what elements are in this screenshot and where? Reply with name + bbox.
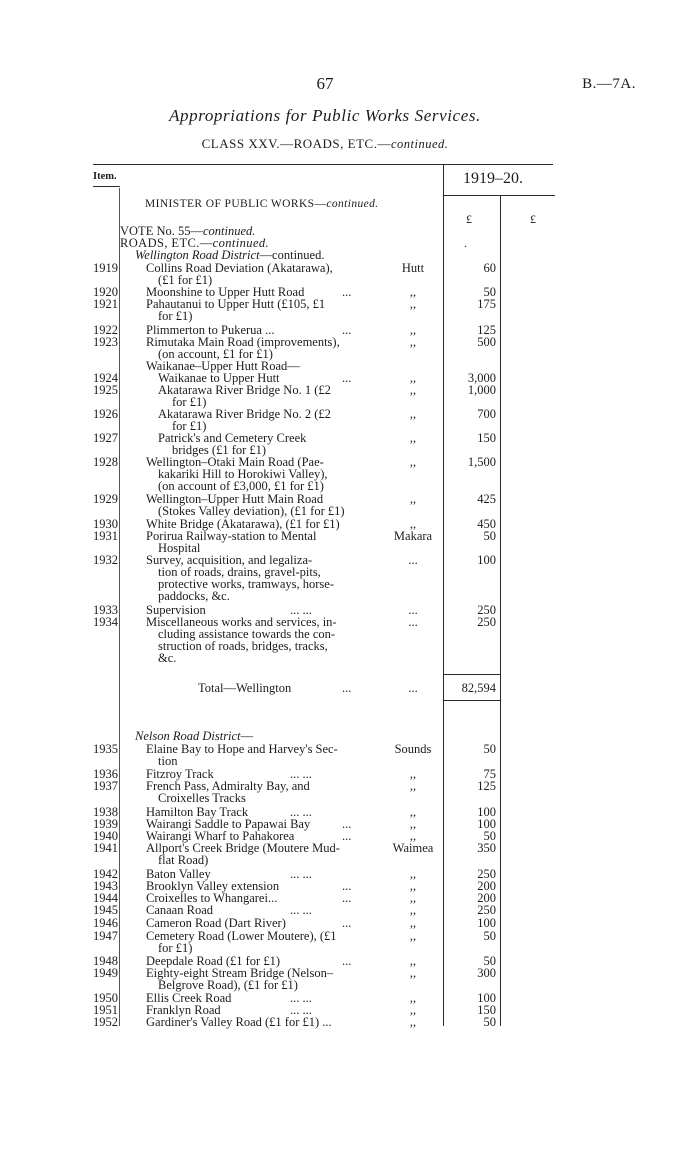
header-rule — [93, 164, 553, 165]
description-text: Plimmerton to Pukerua ... — [146, 323, 275, 337]
item-location: ,, — [409, 891, 417, 905]
description-text: for £1) — [158, 309, 193, 323]
description-text: protective works, tramways, horse- — [158, 577, 334, 591]
total-rule-bottom — [444, 700, 500, 701]
description-text: Canaan Road — [146, 903, 213, 917]
description-text: for £1) — [172, 419, 207, 433]
item-amount: 250 — [477, 603, 496, 617]
leader-dots: ... ... — [290, 867, 312, 881]
description-text: (Stokes Valley deviation), (£1 for £1) — [158, 504, 345, 518]
item-amount: 1,500 — [467, 455, 496, 469]
description-text: Survey, acquisition, and legaliza- — [146, 553, 313, 567]
description-text: Waikanae–Upper Hutt Road— — [146, 359, 300, 373]
description-italic: continued. — [212, 236, 270, 250]
description-line — [158, 854, 208, 867]
description-line — [198, 682, 291, 695]
description-text: French Pass, Admiralty Bay, and — [146, 779, 310, 793]
class-heading-text: CLASS XXV.—ROADS, ETC.— — [201, 136, 391, 151]
description-text: Porirua Railway-station to Mental — [146, 529, 317, 543]
item-underline — [93, 186, 120, 187]
item-amount: 200 — [477, 891, 496, 905]
item-number: 1920 — [93, 285, 118, 299]
item-number: 1925 — [93, 383, 118, 397]
description-text: Wellington–Upper Hutt Main Road — [146, 492, 324, 506]
description-text: Deepdale Road (£1 for £1) — [146, 954, 280, 968]
item-number: 1949 — [93, 966, 118, 980]
item-location: Hutt — [401, 261, 425, 275]
description-text: (on account of £3,000, £1 for £1) — [158, 479, 324, 493]
item-location: ,, — [409, 431, 417, 445]
item-number: 1940 — [93, 829, 118, 843]
pound-sign-amount: £ — [466, 212, 472, 226]
item-location: ... — [408, 615, 418, 629]
item-number: 1924 — [93, 371, 118, 385]
description-text: (on account, £1 for £1) — [158, 347, 273, 361]
item-number: 1922 — [93, 323, 118, 337]
item-number: 1934 — [93, 615, 118, 629]
class-heading — [0, 136, 650, 152]
leader-dots: ... ... — [290, 903, 312, 917]
item-amount: 50 — [483, 529, 496, 543]
leader-dots: ... — [342, 954, 352, 968]
item-amount: 425 — [477, 492, 496, 506]
description-text: Fitzroy Track — [146, 767, 214, 781]
description-text: ROADS, ETC.— — [120, 236, 213, 250]
description-line — [158, 652, 176, 665]
item-number: 1923 — [93, 335, 118, 349]
description-text: Collins Road Deviation (Akatarawa), — [146, 261, 333, 275]
description-text: (£1 for £1) — [158, 273, 213, 287]
leader-dots: ... ... — [290, 805, 312, 819]
item-amount: 100 — [477, 817, 496, 831]
item-amount: 50 — [483, 285, 496, 299]
item-amount: 700 — [477, 407, 496, 421]
item-location: ,, — [409, 805, 417, 819]
description-text: Franklyn Road — [146, 1003, 221, 1017]
item-location: ,, — [409, 1015, 417, 1029]
item-number: 1952 — [93, 1015, 118, 1029]
item-amount: 125 — [477, 779, 496, 793]
leader-dots: ... ... — [290, 767, 312, 781]
description-text: tion — [158, 754, 178, 768]
item-location: ,, — [409, 954, 417, 968]
description-text: White Bridge (Akatarawa), (£1 for £1) — [146, 517, 340, 531]
item-amount: 350 — [477, 841, 496, 855]
description-text: Pahautanui to Upper Hutt (£105, £1 — [146, 297, 326, 311]
item-amount: 175 — [477, 297, 496, 311]
item-location: ,, — [409, 991, 417, 1005]
leader-dots: ... ... — [290, 1003, 312, 1017]
item-number: 1945 — [93, 903, 118, 917]
description-suffix: — — [240, 729, 254, 743]
description-text: Hamilton Bay Track — [146, 805, 249, 819]
item-location: ,, — [409, 383, 417, 397]
item-amount: 50 — [483, 1015, 496, 1029]
item-location: Makara — [393, 529, 433, 543]
item-amount: 3,000 — [467, 371, 496, 385]
item-number: 1931 — [93, 529, 118, 543]
item-number: 1929 — [93, 492, 118, 506]
item-location: ... — [408, 553, 418, 567]
description-text: paddocks, &c. — [158, 589, 230, 603]
description-text: Total—Wellington — [198, 681, 292, 695]
leader-dots: ... ... — [290, 991, 312, 1005]
item-amount: 125 — [477, 323, 496, 337]
description-line — [158, 640, 328, 653]
page-number: 67 — [316, 74, 334, 93]
description-text: Rimutaka Main Road (improvements), — [146, 335, 340, 349]
description-text: Patrick's and Cemetery Creek — [158, 431, 307, 445]
page-title: Appropriations for Public Works Services. — [169, 106, 481, 125]
item-number: 1942 — [93, 867, 118, 881]
leader-dots: ... — [342, 817, 352, 831]
description-text: Elaine Bay to Hope and Harvey's Sec- — [146, 742, 338, 756]
item-number: 1947 — [93, 929, 118, 943]
stray-dot: . — [464, 236, 467, 250]
item-amount: 150 — [477, 431, 496, 445]
leader-dots: ... — [342, 323, 352, 337]
item-amount: 100 — [477, 805, 496, 819]
item-amount: 100 — [477, 916, 496, 930]
year-column-header: 1919–20. — [463, 170, 523, 187]
item-number: 1941 — [93, 841, 118, 855]
description-text: cluding assistance towards the con- — [158, 627, 336, 641]
item-location: ... — [408, 681, 418, 695]
description-text: kakariki Hill to Horokiwi Valley), — [158, 467, 328, 481]
leader-dots: ... — [342, 829, 352, 843]
item-amount: 60 — [483, 261, 496, 275]
leader-dots: ... — [342, 879, 352, 893]
description-text: Croixelles to Whangarei... — [146, 891, 278, 905]
description-line — [158, 310, 192, 323]
item-number: 1937 — [93, 779, 118, 793]
description-text: Hospital — [158, 541, 201, 555]
item-column-header: Item. — [93, 171, 117, 182]
description-italic: continued. — [202, 224, 256, 238]
item-number: 1919 — [93, 261, 118, 275]
item-number: 1939 — [93, 817, 118, 831]
description-text: Akatarawa River Bridge No. 1 (£2 — [158, 383, 331, 397]
description-text: VOTE No. 55— — [120, 224, 203, 238]
item-location: ,, — [409, 407, 417, 421]
item-number: 1927 — [93, 431, 118, 445]
description-text: for £1) — [172, 395, 207, 409]
description-text: Belgrove Road), (£1 for £1) — [158, 978, 298, 992]
description-text: Wairangi Wharf to Pahakorea — [146, 829, 295, 843]
item-number: 1921 — [93, 297, 118, 311]
item-amount: 50 — [483, 829, 496, 843]
item-amount: 300 — [477, 966, 496, 980]
item-amount: 82,594 — [461, 681, 496, 695]
item-location: ,, — [409, 903, 417, 917]
item-amount: 250 — [477, 615, 496, 629]
item-amount: 50 — [483, 954, 496, 968]
item-amount: 250 — [477, 903, 496, 917]
item-amount: 200 — [477, 879, 496, 893]
item-number: 1946 — [93, 916, 118, 930]
item-number: 1943 — [93, 879, 118, 893]
item-number: 1938 — [93, 805, 118, 819]
leader-dots: ... — [342, 916, 352, 930]
item-location: ,, — [409, 455, 417, 469]
item-number: 1951 — [93, 1003, 118, 1017]
description-text: Brooklyn Valley extension — [146, 879, 280, 893]
description-text: Moonshine to Upper Hutt Road — [146, 285, 305, 299]
item-location: ,, — [409, 371, 417, 385]
class-heading-continued: continued. — [390, 137, 449, 151]
description-text: Croixelles Tracks — [158, 791, 246, 805]
description-text: for £1) — [158, 941, 193, 955]
description-text: &c. — [158, 651, 177, 665]
description-text: Cameron Road (Dart River) — [146, 916, 286, 930]
item-location: ,, — [409, 966, 417, 980]
item-number: 1928 — [93, 455, 118, 469]
item-location: ,, — [409, 829, 417, 843]
description-text: Ellis Creek Road — [146, 991, 232, 1005]
description-text: Allport's Creek Bridge (Moutere Mud- — [146, 841, 340, 855]
description-text: flat Road) — [158, 853, 209, 867]
item-amount: 250 — [477, 867, 496, 881]
item-location: ,, — [409, 867, 417, 881]
item-location: ,, — [409, 817, 417, 831]
description-italic: Wellington Road District — [135, 248, 260, 262]
item-location: ,, — [409, 335, 417, 349]
document-reference: B.—7A. — [582, 76, 636, 92]
item-location: ... — [408, 603, 418, 617]
minister-heading — [145, 198, 379, 210]
item-location: ,, — [409, 879, 417, 893]
description-text: Wairangi Saddle to Papawai Bay — [146, 817, 311, 831]
item-number: 1926 — [93, 407, 118, 421]
item-amount: 100 — [477, 553, 496, 567]
description-text: struction of roads, bridges, tracks, — [158, 639, 328, 653]
item-number: 1944 — [93, 891, 118, 905]
item-number: 1948 — [93, 954, 118, 968]
description-text: Gardiner's Valley Road (£1 for £1) ... — [146, 1015, 332, 1029]
minister-heading-text: MINISTER OF PUBLIC WORKS— — [145, 198, 327, 210]
item-location: ,, — [409, 916, 417, 930]
leader-dots: ... — [342, 285, 352, 299]
item-amount: 75 — [483, 767, 496, 781]
item-number: 1933 — [93, 603, 118, 617]
item-location: ,, — [409, 1003, 417, 1017]
item-location: ,, — [409, 297, 417, 311]
description-line — [158, 590, 230, 603]
item-amount: 150 — [477, 1003, 496, 1017]
item-location: ,, — [409, 929, 417, 943]
description-text: tion of roads, drains, gravel-pits, — [158, 565, 321, 579]
item-location: ,, — [409, 517, 417, 531]
column-rule-item — [119, 188, 120, 1026]
leader-dots: ... ... — [290, 603, 312, 617]
item-location: ,, — [409, 285, 417, 299]
leader-dots: ... — [342, 371, 352, 385]
item-amount: 50 — [483, 929, 496, 943]
description-text: Supervision — [146, 603, 206, 617]
total-rule-top — [444, 674, 500, 675]
item-amount: 1,000 — [467, 383, 496, 397]
column-rule-amount — [500, 196, 501, 1026]
leader-dots: ... — [342, 681, 352, 695]
description-text: Waikanae to Upper Hutt — [158, 371, 280, 385]
item-location: ,, — [409, 492, 417, 506]
description-suffix: —continued. — [259, 248, 325, 262]
minister-heading-continued: continued. — [326, 198, 379, 210]
item-amount: 100 — [477, 991, 496, 1005]
description-text: Miscellaneous works and services, in- — [146, 615, 337, 629]
item-location: Sounds — [394, 742, 432, 756]
year-underline — [443, 195, 555, 196]
description-italic: Nelson Road District — [135, 729, 241, 743]
description-text: Baton Valley — [146, 867, 211, 881]
item-number: 1930 — [93, 517, 118, 531]
item-number: 1932 — [93, 553, 118, 567]
description-text: Cemetery Road (Lower Moutere), (£1 — [146, 929, 337, 943]
item-amount: 50 — [483, 742, 496, 756]
item-number: 1936 — [93, 767, 118, 781]
item-number: 1950 — [93, 991, 118, 1005]
leader-dots: ... — [342, 891, 352, 905]
item-location: ,, — [409, 323, 417, 337]
description-text: Akatarawa River Bridge No. 2 (£2 — [158, 407, 331, 421]
item-amount: 500 — [477, 335, 496, 349]
pound-sign-total: £ — [530, 212, 536, 226]
item-amount: 450 — [477, 517, 496, 531]
description-line — [158, 792, 246, 805]
description-line — [146, 1016, 332, 1029]
item-location: ,, — [409, 767, 417, 781]
item-location: Waimea — [392, 841, 434, 855]
item-location: ,, — [409, 779, 417, 793]
item-number: 1935 — [93, 742, 118, 756]
description-text: bridges (£1 for £1) — [172, 443, 267, 457]
description-text: Wellington–Otaki Main Road (Pae- — [146, 455, 324, 469]
description-text: Eighty-eight Stream Bridge (Nelson– — [146, 966, 334, 980]
